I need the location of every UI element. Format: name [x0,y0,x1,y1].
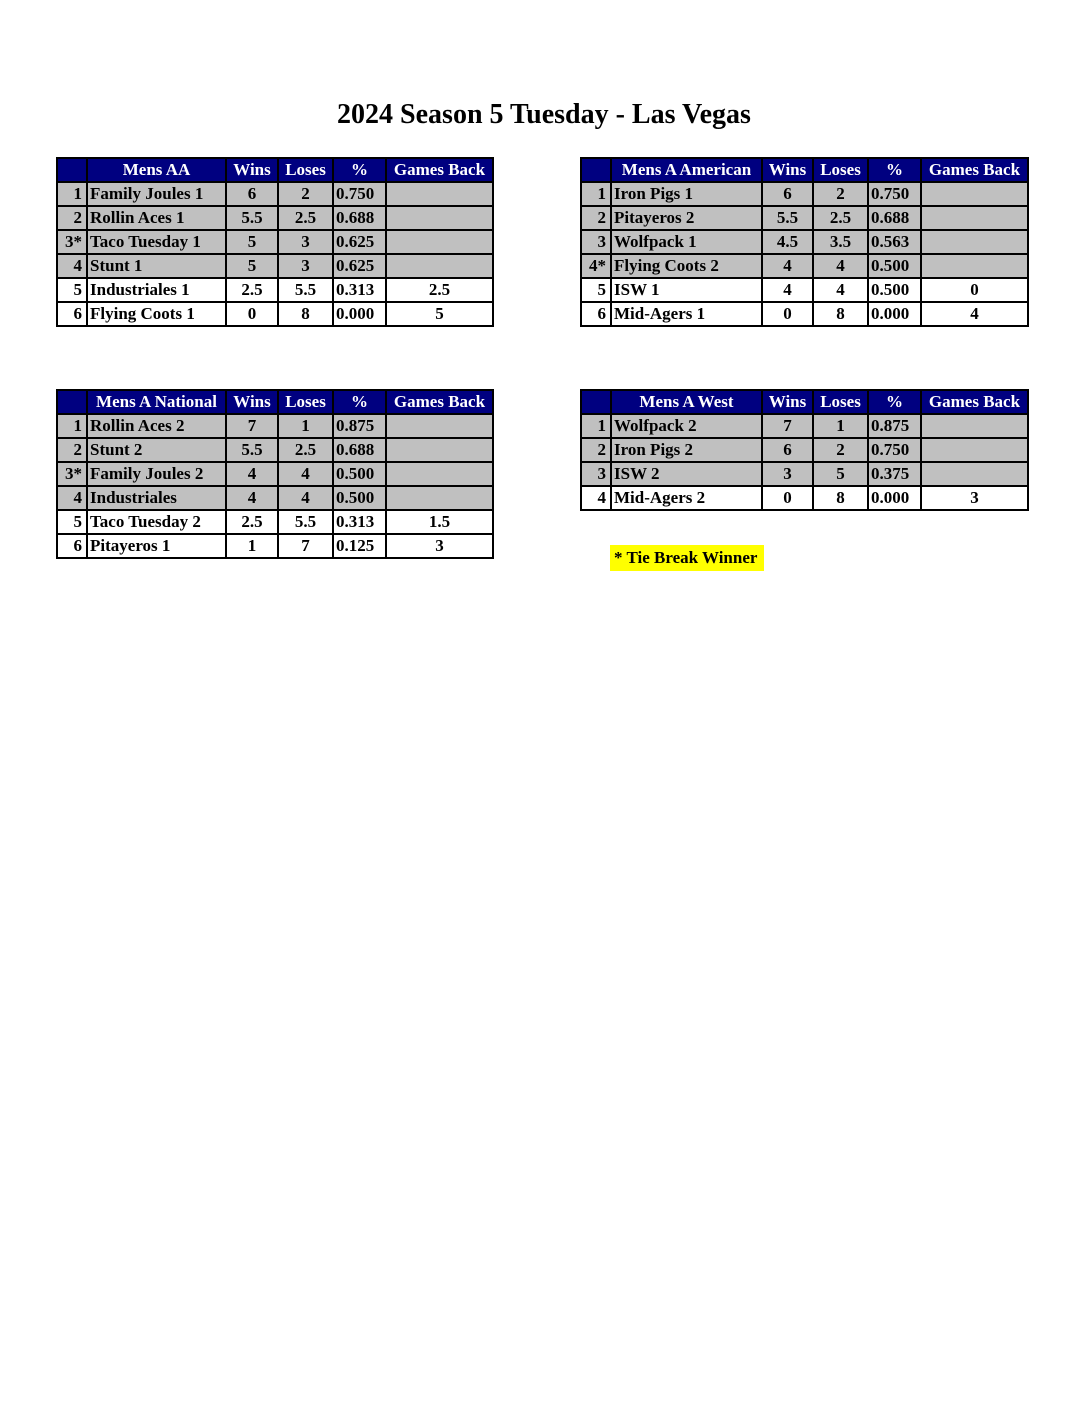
team-name-cell: Family Joules 1 [87,182,226,206]
loses-cell: 2.5 [813,206,868,230]
games-back-cell [921,182,1028,206]
pct-cell: 0.750 [868,182,921,206]
loses-cell: 2.5 [278,206,333,230]
header-row [581,390,1028,414]
rank-cell: 2 [581,206,611,230]
loses-cell: 3 [278,230,333,254]
games-back-cell [921,462,1028,486]
header-loses: Loses [813,158,868,182]
wins-cell: 0 [226,302,278,326]
pct-cell: 0.000 [333,302,386,326]
pct-cell: 0.750 [333,182,386,206]
rank-cell: 3 [581,230,611,254]
header-row [581,158,1028,182]
pct-cell: 0.563 [868,230,921,254]
wins-cell: 4.5 [762,230,813,254]
games-back-cell: 3 [921,486,1028,510]
loses-cell: 1 [278,414,333,438]
loses-cell: 5.5 [278,510,333,534]
wins-cell: 6 [226,182,278,206]
pct-cell: 0.125 [333,534,386,558]
wins-cell: 2.5 [226,278,278,302]
table-row [581,462,1028,486]
loses-cell: 1 [813,414,868,438]
table-row [57,462,493,486]
games-back-cell [386,414,493,438]
loses-cell: 3.5 [813,230,868,254]
header-row [57,158,493,182]
pct-cell: 0.000 [868,486,921,510]
wins-cell: 5.5 [226,438,278,462]
team-name-cell: Pitayeros 1 [87,534,226,558]
loses-cell: 2 [813,182,868,206]
team-name-cell: Pitayeros 2 [611,206,762,230]
rank-cell: 1 [57,182,87,206]
header-rank [581,390,611,414]
loses-cell: 2 [813,438,868,462]
standings-table-mens-a-west [580,389,1029,511]
rank-cell: 1 [581,414,611,438]
table-row [581,206,1028,230]
header-loses: Loses [278,158,333,182]
standings-table-mens-aa [56,157,494,327]
pct-cell: 0.688 [333,206,386,230]
header-pct: % [868,390,921,414]
pct-cell: 0.750 [868,438,921,462]
games-back-cell: 4 [921,302,1028,326]
team-name-cell: Flying Coots 1 [87,302,226,326]
rank-cell: 1 [57,414,87,438]
header-rank [581,158,611,182]
table-row [57,206,493,230]
games-back-cell [386,486,493,510]
header-loses: Loses [813,390,868,414]
loses-cell: 5.5 [278,278,333,302]
pct-cell: 0.688 [868,206,921,230]
header-games-back: Games Back [921,390,1028,414]
rank-cell: 6 [57,302,87,326]
pct-cell: 0.000 [868,302,921,326]
wins-cell: 5.5 [762,206,813,230]
header-games-back: Games Back [386,158,493,182]
table-row [57,414,493,438]
team-name-cell: Iron Pigs 1 [611,182,762,206]
wins-cell: 6 [762,438,813,462]
table-row [57,230,493,254]
wins-cell: 7 [226,414,278,438]
wins-cell: 5 [226,230,278,254]
header-pct: % [333,158,386,182]
team-name-cell: Taco Tuesday 1 [87,230,226,254]
loses-cell: 4 [813,254,868,278]
loses-cell: 4 [813,278,868,302]
games-back-cell: 2.5 [386,278,493,302]
wins-cell: 6 [762,182,813,206]
table-row [581,414,1028,438]
wins-cell: 5 [226,254,278,278]
rank-cell: 3* [57,230,87,254]
wins-cell: 4 [762,278,813,302]
loses-cell: 2 [278,182,333,206]
loses-cell: 3 [278,254,333,278]
wins-cell: 1 [226,534,278,558]
pct-cell: 0.875 [868,414,921,438]
header-rank [57,158,87,182]
page-title: 2024 Season 5 Tuesday - Las Vegas [337,99,751,130]
table-row [581,254,1028,278]
team-name-cell: Stunt 2 [87,438,226,462]
team-name-cell: Industriales [87,486,226,510]
tie-break-footnote: * Tie Break Winner [610,545,764,571]
rank-cell: 4 [581,486,611,510]
pct-cell: 0.500 [333,462,386,486]
table-row [57,302,493,326]
team-name-cell: Rollin Aces 2 [87,414,226,438]
games-back-cell: 0 [921,278,1028,302]
games-back-cell [386,462,493,486]
rank-cell: 5 [57,278,87,302]
rank-cell: 5 [581,278,611,302]
team-name-cell: Industriales 1 [87,278,226,302]
loses-cell: 5 [813,462,868,486]
team-name-cell: Mid-Agers 1 [611,302,762,326]
games-back-cell [921,254,1028,278]
loses-cell: 8 [813,302,868,326]
table-row [581,438,1028,462]
rank-cell: 4* [581,254,611,278]
games-back-cell [921,206,1028,230]
table-row [57,254,493,278]
wins-cell: 2.5 [226,510,278,534]
standings-table-mens-a-american [580,157,1029,327]
pct-cell: 0.688 [333,438,386,462]
games-back-cell: 1.5 [386,510,493,534]
rank-cell: 5 [57,510,87,534]
header-wins: Wins [762,158,813,182]
rank-cell: 6 [57,534,87,558]
wins-cell: 4 [226,486,278,510]
pct-cell: 0.313 [333,278,386,302]
header-games-back: Games Back [386,390,493,414]
pct-cell: 0.500 [333,486,386,510]
team-name-cell: ISW 2 [611,462,762,486]
games-back-cell [386,254,493,278]
rank-cell: 3* [57,462,87,486]
header-division-name: Mens AA [87,158,226,182]
loses-cell: 4 [278,462,333,486]
table-row [57,182,493,206]
team-name-cell: Family Joules 2 [87,462,226,486]
table-row [581,278,1028,302]
team-name-cell: ISW 1 [611,278,762,302]
header-games-back: Games Back [921,158,1028,182]
loses-cell: 4 [278,486,333,510]
wins-cell: 7 [762,414,813,438]
team-name-cell: Wolfpack 2 [611,414,762,438]
table-row [581,230,1028,254]
rank-cell: 6 [581,302,611,326]
pct-cell: 0.375 [868,462,921,486]
team-name-cell: Iron Pigs 2 [611,438,762,462]
games-back-cell [921,414,1028,438]
table-row [57,438,493,462]
team-name-cell: Mid-Agers 2 [611,486,762,510]
loses-cell: 2.5 [278,438,333,462]
pct-cell: 0.313 [333,510,386,534]
loses-cell: 8 [278,302,333,326]
wins-cell: 4 [226,462,278,486]
games-back-cell [386,182,493,206]
team-name-cell: Wolfpack 1 [611,230,762,254]
table-row [57,278,493,302]
team-name-cell: Flying Coots 2 [611,254,762,278]
table-row [57,534,493,558]
team-name-cell: Rollin Aces 1 [87,206,226,230]
wins-cell: 3 [762,462,813,486]
table-row [581,182,1028,206]
games-back-cell [921,230,1028,254]
header-wins: Wins [226,158,278,182]
table-row [581,486,1028,510]
header-wins: Wins [762,390,813,414]
games-back-cell [386,438,493,462]
pct-cell: 0.500 [868,278,921,302]
rank-cell: 2 [57,206,87,230]
loses-cell: 7 [278,534,333,558]
rank-cell: 2 [57,438,87,462]
wins-cell: 4 [762,254,813,278]
rank-cell: 4 [57,254,87,278]
header-pct: % [333,390,386,414]
pct-cell: 0.875 [333,414,386,438]
rank-cell: 1 [581,182,611,206]
loses-cell: 8 [813,486,868,510]
header-rank [57,390,87,414]
table-row [57,510,493,534]
team-name-cell: Stunt 1 [87,254,226,278]
header-loses: Loses [278,390,333,414]
header-pct: % [868,158,921,182]
table-row [581,302,1028,326]
header-division-name: Mens A American [611,158,762,182]
header-division-name: Mens A West [611,390,762,414]
header-division-name: Mens A National [87,390,226,414]
wins-cell: 5.5 [226,206,278,230]
team-name-cell: Taco Tuesday 2 [87,510,226,534]
standings-table-mens-a-national [56,389,494,559]
table-row [57,486,493,510]
games-back-cell: 5 [386,302,493,326]
wins-cell: 0 [762,486,813,510]
games-back-cell [386,230,493,254]
pct-cell: 0.500 [868,254,921,278]
rank-cell: 2 [581,438,611,462]
games-back-cell [921,438,1028,462]
pct-cell: 0.625 [333,230,386,254]
header-row [57,390,493,414]
wins-cell: 0 [762,302,813,326]
header-wins: Wins [226,390,278,414]
games-back-cell [386,206,493,230]
rank-cell: 4 [57,486,87,510]
rank-cell: 3 [581,462,611,486]
pct-cell: 0.625 [333,254,386,278]
games-back-cell: 3 [386,534,493,558]
